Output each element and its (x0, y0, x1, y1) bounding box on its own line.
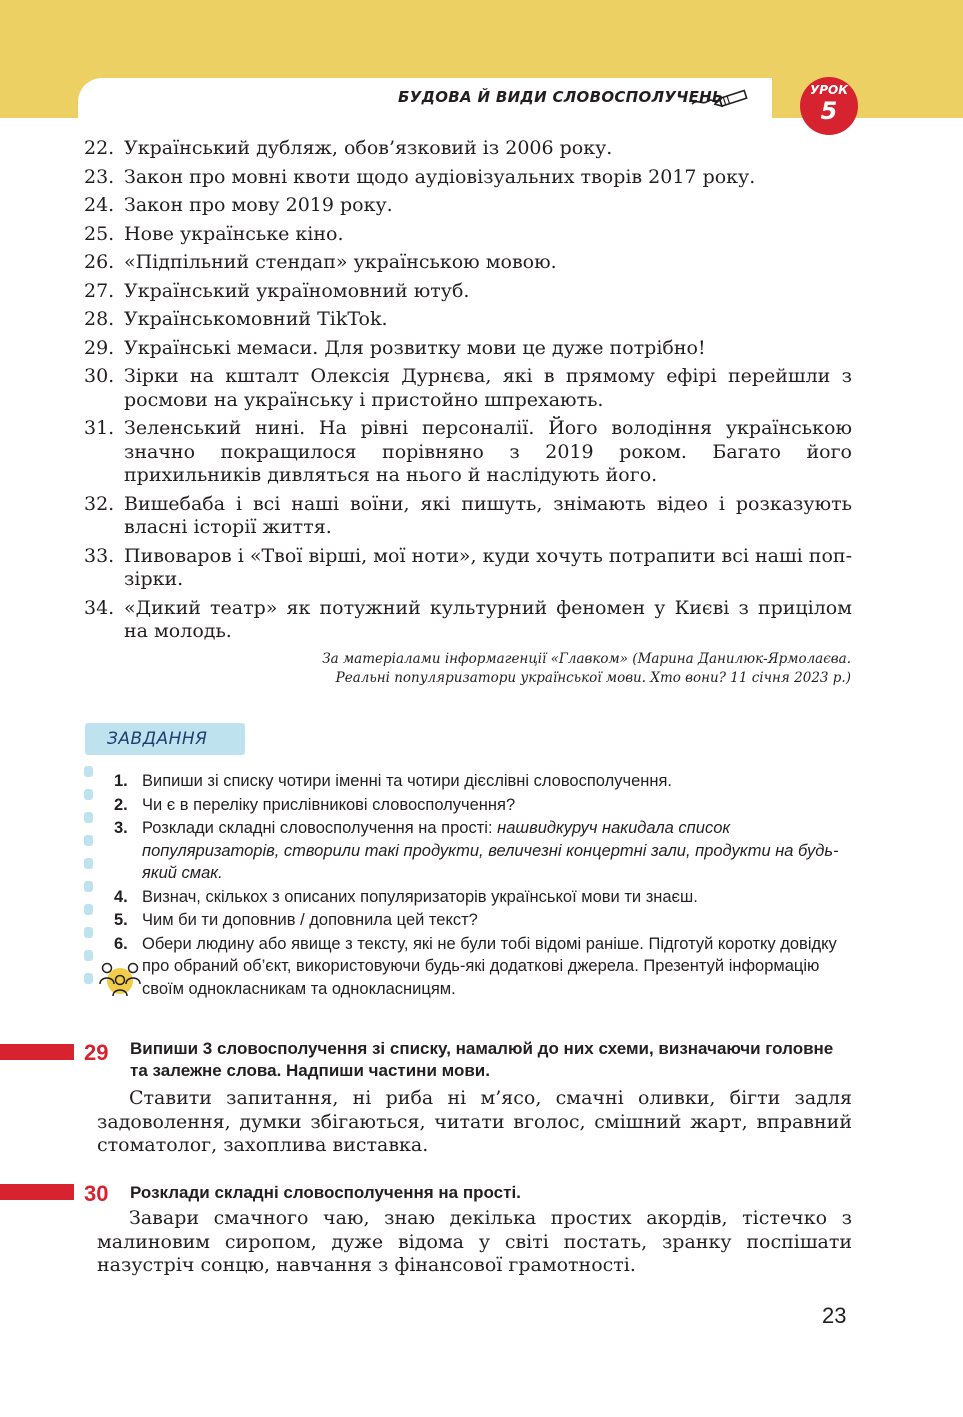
list-item-number: 30. (84, 365, 115, 387)
exercise-marker-bar (0, 1184, 74, 1200)
pencil-icon (690, 88, 752, 110)
task-number: 5. (114, 911, 128, 929)
list-item-number: 31. (84, 417, 115, 439)
list-item-number: 25. (84, 222, 115, 245)
list-item (84, 166, 852, 190)
popularizers-list (84, 137, 852, 649)
list-item-text: Українські мемаси. Для розвитку мови це дуже потрібно! (124, 336, 706, 359)
task-italic-text: нашвидкуруч накидала список популяризаторів, створили такі продукти, величезні концертні зали, продукти на будь-який смак. (142, 819, 839, 882)
list-item (84, 280, 852, 304)
list-item (84, 337, 852, 361)
list-item-number: 28. (84, 308, 115, 330)
exercise-task: Розклади складні словосполучення на прості. (130, 1183, 521, 1202)
task-number: 2. (114, 795, 128, 814)
list-item-number: 34. (84, 596, 115, 619)
task-item (112, 794, 852, 817)
lesson-word: УРОК (809, 83, 849, 97)
list-item (84, 545, 852, 592)
list-item-number: 32. (84, 492, 115, 515)
exercise-marker-bar (0, 1044, 74, 1060)
list-item-number: 33. (84, 544, 115, 567)
task-text: Чим би ти доповнив / доповнила цей текст? (142, 911, 478, 929)
tasks-heading-label: ЗАВДАННЯ (107, 729, 208, 749)
people-group-icon (98, 960, 142, 1000)
exercise-text: Ставити запитання, ні риба ні м’ясо, смачні оливки, бігти задля задоволення, думки збігаються, читати вголос, смішний жарт, вправний стоматолог, захоплива виставка. (97, 1087, 852, 1156)
tasks-list (112, 770, 852, 1001)
task-text: Визнач, скількох з описаних популяризаторів української мови ти знаєш. (142, 887, 698, 906)
list-item-text: Український україномовний ютуб. (124, 279, 470, 302)
task-item (112, 909, 852, 932)
list-item-number: 24. (84, 194, 115, 216)
task-number: 4. (114, 887, 128, 906)
list-item (84, 223, 852, 247)
list-item-text: Українськомовний TikTok. (124, 308, 388, 330)
list-item-text: Зеленський нині. На рівні персоналії. Його володіння українською значно покращилося порівняно з 2019 роком. Багато його прихильників дивляться на нього й наслідують його. (124, 417, 852, 486)
list-item-number: 23. (84, 165, 115, 188)
task-item (112, 817, 852, 885)
exercise-number: 30 (84, 1181, 109, 1206)
list-item-text: Зірки на кшталт Олексія Дурнєва, які в прямому ефірі перейшли з росмови на українську і пристойно шпрехають. (124, 365, 852, 411)
list-item-text: Закон про мову 2019 року. (124, 194, 393, 216)
list-item (84, 597, 852, 644)
task-text: Розклади складні словосполучення на прості: (142, 819, 498, 837)
list-item-text: Український дубляж, обов’язковий із 2006 року. (124, 137, 613, 159)
list-item-text: «Підпільний стендап» українською мовою. (124, 251, 557, 273)
task-text: Випиши зі списку чотири іменні та чотири дієслівні словосполучення. (142, 772, 673, 790)
list-item (84, 308, 852, 332)
lesson-badge (800, 77, 858, 135)
task-item (112, 770, 852, 793)
task-number: 3. (114, 819, 128, 837)
exercise-text: Завари смачного чаю, знаю декілька простих акордів, тістечко з малиновим сиропом, дуже відома у світі постать, зранку поспішати назустріч сонцю, навчання з фінансової грамотності. (97, 1207, 852, 1276)
list-item-text: Вишебаба і всі наші воїни, які пишуть, знімають відео і розказують власні історії життя. (124, 492, 852, 538)
list-item-number: 22. (84, 137, 115, 159)
list-item (84, 493, 852, 540)
list-item-number: 27. (84, 279, 115, 302)
list-item (84, 417, 852, 488)
list-item-text: Закон про мовні квоти щодо аудіовізуальних творів 2017 року. (124, 165, 756, 188)
exercise-task: Випиши 3 словосполучення зі списку, намалюй до них схеми, визначаючи головне та залежне слова. Надпиши частини мови. (130, 1039, 834, 1080)
task-number: 1. (114, 772, 128, 790)
source-line: Реальні популяризатори української мови. Хто вони? 11 січня 2023 р.) (335, 670, 851, 686)
lesson-number: 5 (820, 97, 838, 125)
tasks-dot-rail (84, 766, 93, 996)
list-item-text: Пивоваров і «Твої вірші, мої ноти», куди хочуть потрапити всі наші поп-зірки. (124, 544, 852, 590)
exercise-number: 29 (84, 1040, 109, 1065)
list-item-text: «Дикий театр» як потужний культурний феномен у Києві з прицілом на молодь. (124, 596, 852, 642)
list-item (84, 137, 852, 161)
source-citation (322, 650, 851, 688)
tasks-heading (85, 723, 245, 755)
list-item-text: Нове українське кіно. (124, 222, 344, 245)
page-number: 23 (822, 1303, 847, 1328)
task-text: Чи є в переліку прислівникові словосполучення? (142, 795, 516, 814)
list-item (84, 251, 852, 275)
list-item (84, 365, 852, 412)
task-item (112, 933, 852, 1001)
list-item-number: 29. (84, 336, 115, 359)
lesson-title: БУДОВА Й ВИДИ СЛОВОСПОЛУЧЕНЬ (398, 88, 724, 106)
source-line: За матеріалами інформагенції «Главком» (Марина Данилюк-Ярмолаєва. (322, 651, 851, 667)
list-item-number: 26. (84, 251, 115, 273)
list-item (84, 194, 852, 218)
task-item (112, 886, 852, 909)
task-text: Обери людину або явище з тексту, які не були тобі відомі раніше. Підготуй коротку довідку про обраний об’єкт, використовуючи будь-які додаткові джерела. Презентуй інформацію своїм однокласникам та однокласницям. (142, 934, 837, 998)
task-number: 6. (114, 934, 128, 953)
